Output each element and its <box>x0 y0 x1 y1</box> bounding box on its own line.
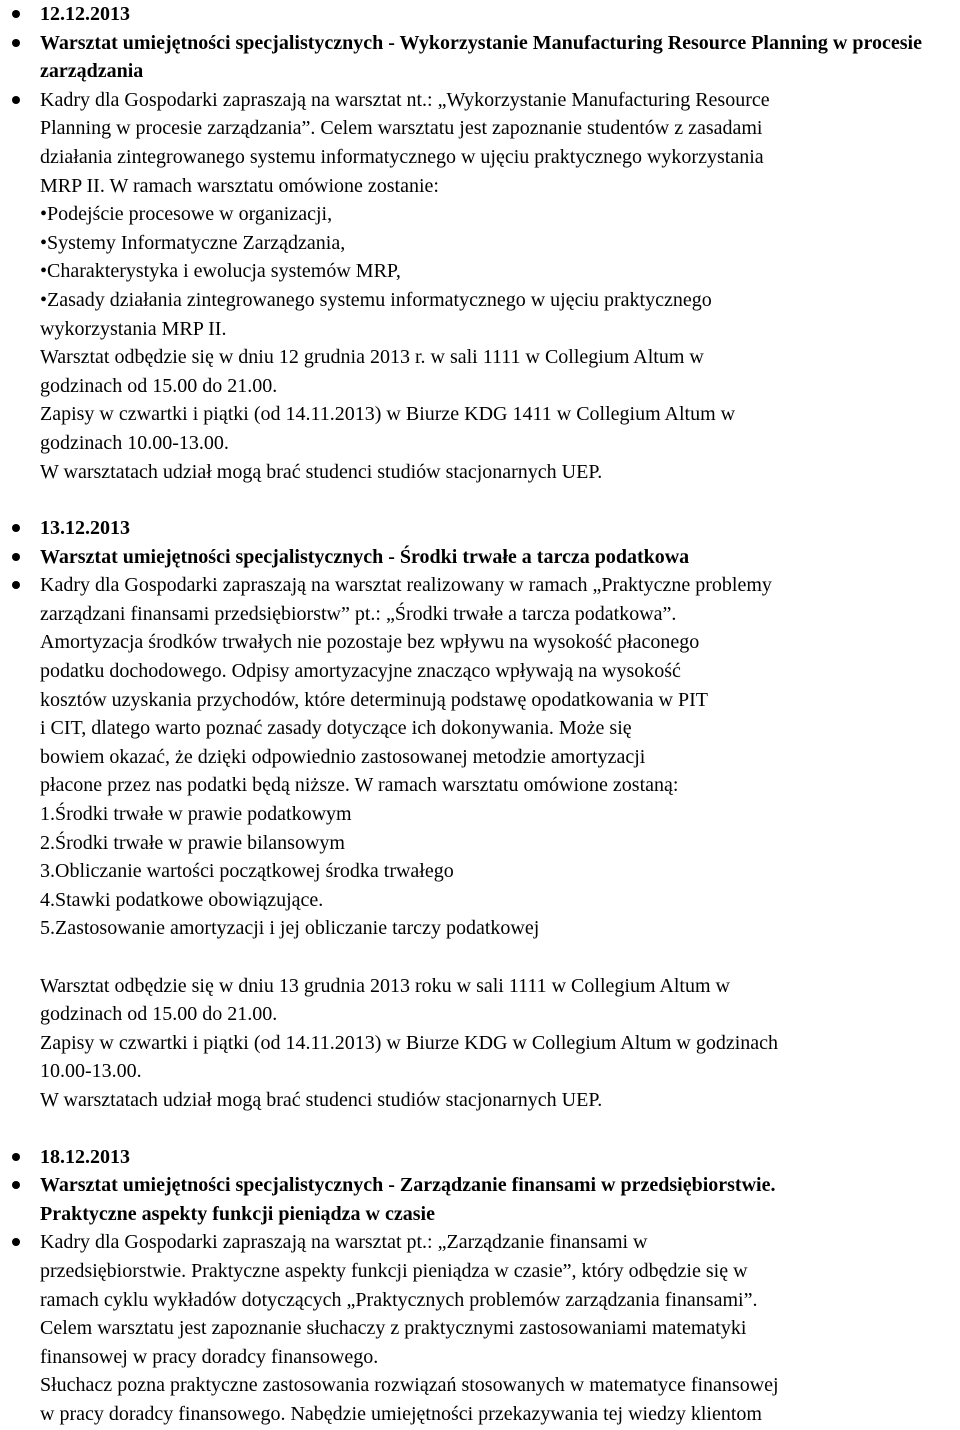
event-3-date: 18.12.2013 <box>0 1143 960 1172</box>
event-2-body-line: 4.Stawki podatkowe obowiązujące. <box>40 888 324 911</box>
event-1-body-line: Kadry dla Gospodarki zapraszają na warsztat nt.: „Wykorzystanie Manufacturing Resource <box>40 88 770 111</box>
event-3-body <box>0 1228 960 1428</box>
event-2-body-line: 3.Obliczanie wartości początkowej środka trwałego <box>40 860 454 883</box>
event-2-date: 13.12.2013 <box>0 514 960 543</box>
section-spacer <box>0 1115 960 1143</box>
event-list <box>0 1143 960 1429</box>
event-1-body <box>0 86 960 486</box>
event-1-body-line: godzinach od 15.00 do 21.00. <box>40 374 278 397</box>
event-1-body-line: Planning w procesie zarządzania”. Celem warsztatu jest zapoznanie studentów z zasadami <box>40 117 763 140</box>
event-2-body-line: W warsztatach udział mogą brać studenci studiów stacjonarnych UEP. <box>40 1088 603 1111</box>
event-2-body-line: Zapisy w czwartki i piątki (od 14.11.2013) w Biurze KDG w Collegium Altum w godzinach <box>40 1031 779 1054</box>
event-2-body <box>0 571 960 1114</box>
event-1-title: Warsztat umiejętności specjalistycznych - Wykorzystanie Manufacturing Resource Planning w procesie zarządzania <box>0 29 960 86</box>
event-2-body-line: płacone przez nas podatki będą niższe. W ramach warsztatu omówione zostaną: <box>40 774 679 797</box>
event-2-body-line: bowiem okazać, że dzięki odpowiednio zastosowanej metodzie amortyzacji <box>40 745 646 768</box>
event-3-body-line: Słuchacz pozna praktyczne zastosowania rozwiązań stosowanych w matematyce finansowej <box>40 1374 779 1397</box>
event-2-body-line: godzinach od 15.00 do 21.00. <box>40 1003 278 1026</box>
event-3-body-line: finansowej w pracy doradcy finansowego. <box>40 1345 379 1368</box>
event-1-body-line: •Zasady działania zintegrowanego systemu informatycznego w ujęciu praktycznego <box>40 288 712 311</box>
event-1-body-line: •Podejście procesowe w organizacji, <box>40 203 333 226</box>
event-3-body-line: przedsiębiorstwie. Praktyczne aspekty funkcji pieniądza w czasie”, który odbędzie się w <box>40 1259 748 1282</box>
event-1-date: 12.12.2013 <box>0 0 960 29</box>
event-list <box>0 0 960 486</box>
event-2-body-line: zarządzani finansami przedsiębiorstw” pt.: „Środki trwałe a tarcza podatkowa”. <box>40 602 677 625</box>
event-3-body-line: ramach cyklu wykładów dotyczących „Praktycznych problemów zarządzania finansami”. <box>40 1288 758 1311</box>
event-3-body-line: Kadry dla Gospodarki zapraszają na warsztat pt.: „Zarządzanie finansami w <box>40 1231 648 1254</box>
event-1-body-line: MRP II. W ramach warsztatu omówione zostanie: <box>40 174 439 197</box>
event-1-body-line: Zapisy w czwartki i piątki (od 14.11.2013) w Biurze KDG 1411 w Collegium Altum w <box>40 403 736 426</box>
event-1-body-line: W warsztatach udział mogą brać studenci studiów stacjonarnych UEP. <box>40 460 603 483</box>
event-list <box>0 514 960 1114</box>
event-2-body-line: 1.Środki trwałe w prawie podatkowym <box>40 803 352 826</box>
event-2-body-line: Kadry dla Gospodarki zapraszają na warsztat realizowany w ramach „Praktyczne problemy <box>40 574 772 597</box>
event-1-body-line: działania zintegrowanego systemu informatycznego w ujęciu praktycznego wykorzystania <box>40 145 764 168</box>
event-3-body-line: Celem warsztatu jest zapoznanie słuchaczy z praktycznymi zastosowaniami matematyki <box>40 1317 747 1340</box>
event-2-body-line: i CIT, dlatego warto poznać zasady dotyczące ich dokonywania. Może się <box>40 717 632 740</box>
event-1-body-line: godzinach 10.00-13.00. <box>40 431 229 454</box>
event-2-body-line: 10.00-13.00. <box>40 1060 142 1083</box>
event-2-body-line: kosztów uzyskania przychodów, które determinują podstawę opodatkowania w PIT <box>40 688 708 711</box>
event-2-title: Warsztat umiejętności specjalistycznych - Środki trwałe a tarcza podatkowa <box>0 543 960 572</box>
event-2-body-line: 2.Środki trwałe w prawie bilansowym <box>40 831 345 854</box>
section-spacer <box>0 486 960 514</box>
event-2-body-line: Warsztat odbędzie się w dniu 13 grudnia 2013 roku w sali 1111 w Collegium Altum w <box>40 974 730 997</box>
event-2-blank-line <box>40 943 958 972</box>
event-3-body-line: w pracy doradcy finansowego. Nabędzie umiejętności przekazywania tej wiedzy klientom <box>40 1402 762 1425</box>
event-1-body-line: Warsztat odbędzie się w dniu 12 grudnia 2013 r. w sali 1111 w Collegium Altum w <box>40 346 704 369</box>
event-2-body-line: 5.Zastosowanie amortyzacji i jej obliczanie tarczy podatkowej <box>40 917 540 940</box>
event-1-body-line: •Charakterystyka i ewolucja systemów MRP, <box>40 260 401 283</box>
event-1-body-line: wykorzystania MRP II. <box>40 317 227 340</box>
event-3-title: Warsztat umiejętności specjalistycznych - Zarządzanie finansami w przedsiębiorstwie. Praktyczne aspekty funkcji pieniądza w czasie <box>0 1171 960 1228</box>
event-2-body-line: podatku dochodowego. Odpisy amortyzacyjne znacząco wpływają na wysokość <box>40 660 681 683</box>
event-1-body-line: •Systemy Informatyczne Zarządzania, <box>40 231 346 254</box>
event-2-body-line: Amortyzacja środków trwałych nie pozostaje bez wpływu na wysokość płaconego <box>40 631 700 654</box>
